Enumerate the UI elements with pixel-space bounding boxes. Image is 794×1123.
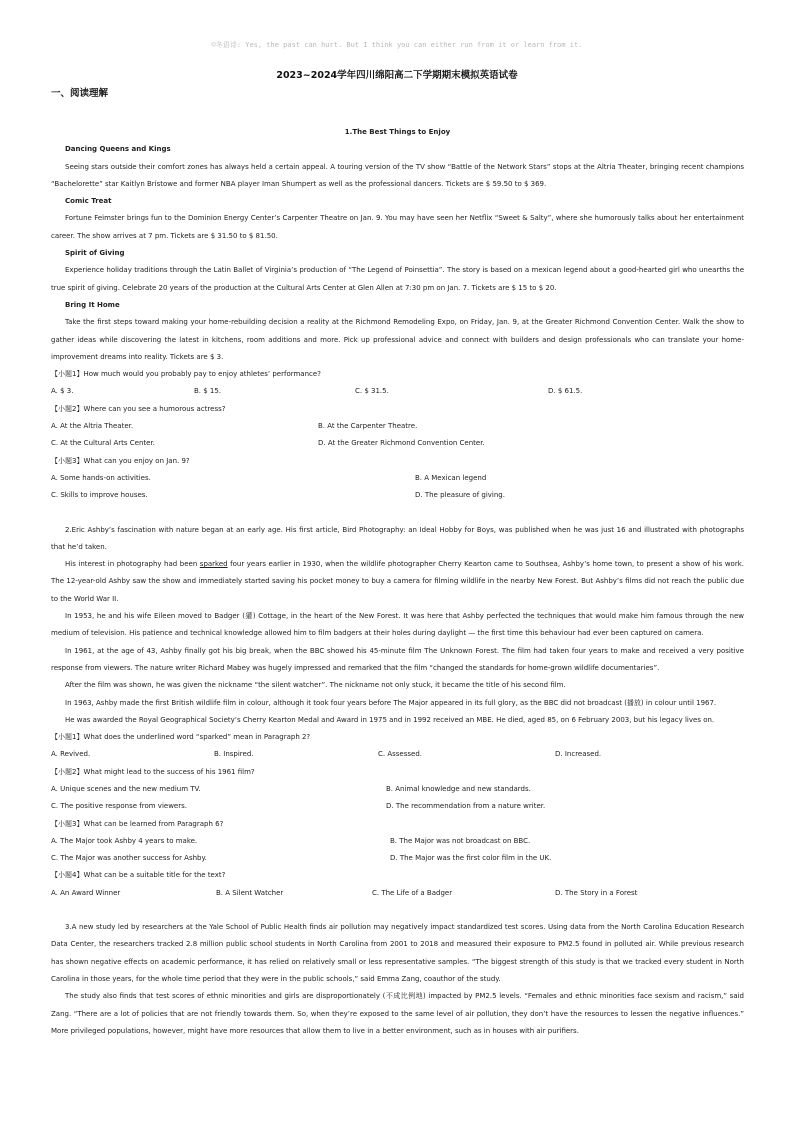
option-a[interactable]: A. An Award Winner (51, 888, 121, 897)
option-a[interactable]: A. Unique scenes and the new medium TV. (51, 784, 201, 793)
option-b[interactable]: B. Inspired. (214, 750, 254, 759)
question-2-3: 【小题3】What can be learned from Paragraph 6? (51, 819, 224, 828)
option-d[interactable]: D. Increased. (555, 750, 602, 759)
passage2-paragraph-1: 2.Eric Ashby’s fascination with nature began at an early age. His first article, Bird Photography: an Ideal Hobby for Boys, was published when he was just 16 and illustrated with photographs that he’d taken. (51, 525, 744, 551)
option-b[interactable]: B. At the Carpenter Theatre. (318, 422, 418, 431)
question-2-1: 【小题1】What does the underlined word “sparked” mean in Paragraph 2? (51, 733, 311, 742)
passage2-paragraph-5: After the film was shown, he was given the nickname “the silent watcher”. The nickname not only stuck, it became the title of his second film. (65, 681, 566, 690)
watermark: ©冬语诗: Yes, the past can hurt. But I think you can either run from it or learn from it. (211, 41, 583, 49)
option-c[interactable]: C. The positive response from viewers. (51, 802, 187, 811)
option-a[interactable]: A. The Major took Ashby 4 years to make. (51, 836, 198, 845)
passage2-paragraph-2-end: four years earlier in 1930, when the wildlife photographer Cherry Kearton came to Southsea, Ashby’s home town, to present a show of his work. The 12-year-old Ashby saw the show and immediately started saving his pocket money to buy a camera for filming wildlife in the nearby New Forest. But Ashby’s films did not reach the public due to the World War II. (51, 560, 744, 603)
passage2-paragraph-6: In 1963, Ashby made the first British wildlife film in colour, although it took four years before The Major appeared in its full glory, as the BBC did not broadcast (播放) in colour until 1967. (65, 698, 717, 707)
passage1-paragraph-3: Experience holiday traditions through the Latin Ballet of Virginia’s production of “The Legend of Poinsettia”. The story is based on a mexican legend about a good-hearted girl who unearths the true spirit of giving. Celebrate 20 years of the production at the Cultural Arts Center at Glen Allen at 7:30 pm on Jan. 7. Tickets are $ 15 to $ 20. (51, 266, 744, 292)
section-heading: 一、阅读理解 (51, 88, 109, 99)
option-c[interactable]: C. Assessed. (378, 750, 422, 759)
passage2-paragraph-4: In 1961, at the age of 43, Ashby finally got his big break, when the BBC showed his 45-minute film The Unknown Forest. The film had taken four years to make and received a very positive response from viewers. The nature writer Richard Mabey was hugely impressed and remarked that the film “changed the standards for home-grown wildlife documentaries”. (51, 646, 744, 672)
passage2-paragraph-3: In 1953, he and his wife Eileen moved to Badger (獾) Cottage, in the heart of the New Forest. It was here that Ashby perfected the techniques that would make him famous through the new medium of television. His patience and technical knowledge allowed him to film badgers at their holes during daylight — the first time this behaviour had ever been captured on camera. (51, 612, 744, 638)
option-c[interactable]: C. Skills to improve houses. (51, 491, 148, 500)
option-c[interactable]: C. $ 31.5. (355, 387, 389, 396)
question-1-2: 【小题2】Where can you see a humorous actress? (51, 404, 226, 413)
option-d[interactable]: D. The pleasure of giving. (415, 491, 505, 500)
passage1-title: 1.The Best Things to Enjoy (344, 128, 451, 136)
passage1-heading-1: Dancing Queens and Kings (65, 145, 171, 154)
option-d[interactable]: D. The Story in a Forest (555, 888, 638, 897)
page-title: 2023~2024学年四川绵阳高二下学期期末模拟英语试卷 (276, 70, 518, 81)
option-d[interactable]: D. The Major was the first color film in the UK. (390, 854, 552, 863)
option-c[interactable]: C. The Life of a Badger (372, 888, 453, 897)
options-1-1 (51, 383, 744, 400)
option-b[interactable]: B. $ 15. (194, 387, 222, 396)
option-a[interactable]: A. At the Altria Theater. (51, 422, 134, 431)
option-d[interactable]: D. The recommendation from a nature writer. (386, 802, 546, 811)
options-1-2 (51, 418, 744, 453)
passage1-paragraph-1: Seeing stars outside their comfort zones has always held a certain appeal. A touring version of the TV show “Battle of the Network Stars” stops at the Altria Theater, bringing recent champions “Bachelorette” star Kaitlyn Bristowe and former NBA player Iman Shumpert as well as the professional dancers. Tickets are $ 59.50 to $ 369. (51, 162, 744, 188)
option-b[interactable]: B. A Silent Watcher (216, 888, 284, 897)
options-2-1 (51, 746, 744, 763)
option-b[interactable]: B. A Mexican legend (415, 473, 487, 482)
options-2-2 (51, 781, 744, 816)
underlined-word: sparked (199, 560, 228, 569)
passage2-paragraph-7: He was awarded the Royal Geographical Society’s Cherry Kearton Medal and Award in 1975 and in 1992 received an MBE. He died, aged 85, on 6 February 2003, but his legacy lives on. (65, 715, 715, 724)
passage1-heading-4: Bring It Home (65, 300, 120, 309)
options-2-3 (51, 833, 744, 868)
question-2-2: 【小题2】What might lead to the success of his 1961 film? (51, 767, 255, 776)
option-c[interactable]: C. The Major was another success for Ashby. (51, 854, 207, 863)
options-1-3 (51, 470, 744, 505)
option-d[interactable]: D. $ 61.5. (548, 387, 583, 396)
option-a[interactable]: A. Some hands-on activities. (51, 473, 151, 482)
option-b[interactable]: B. The Major was not broadcast on BBC. (390, 836, 531, 845)
passage1-heading-2: Comic Treat (65, 197, 112, 206)
option-d[interactable]: D. At the Greater Richmond Convention Center. (318, 439, 485, 448)
exam-content (51, 124, 744, 1040)
question-2-4: 【小题4】What can be a suitable title for the text? (51, 871, 226, 880)
question-1-1: 【小题1】How much would you probably pay to enjoy athletes’ performance? (51, 370, 321, 379)
passage1-paragraph-2: Fortune Feimster brings fun to the Dominion Energy Center’s Carpenter Theatre on Jan. 9. You may have seen her Netflix “Sweet & Salty”, where she humorously talks about her entertainment career. The show arrives at 7 pm. Tickets are $ 31.50 to $ 81.50. (51, 214, 744, 240)
option-c[interactable]: C. At the Cultural Arts Center. (51, 439, 155, 448)
passage2-paragraph-2 (51, 556, 744, 608)
options-2-4 (51, 885, 744, 902)
passage1-heading-3: Spirit of Giving (65, 249, 125, 258)
passage3-paragraph-2: The study also finds that test scores of ethnic minorities and girls are disproportionately (不成比例地) impacted by PM2.5 levels. “Females and ethnic minorities face sexism and racism,” said Zang. “There are a lot of policies that are not friendly towards them. So, when they’re exposed to the same level of air pollution, they don’t have the resources to lessen the negative influences.” More privileged populations, however, might have more resources that allow them to live in a better environment, such as in houses with air purifiers. (51, 992, 744, 1035)
option-a[interactable]: A. Revived. (51, 750, 91, 759)
question-1-3: 【小题3】What can you enjoy on Jan. 9? (51, 456, 190, 465)
passage3-paragraph-1: 3.A new study led by researchers at the Yale School of Public Health finds air pollution may negatively impact standardized test scores. Using data from the North Carolina Education Research Data Center, the researchers tracked 2.8 million public school students in North Carolina from 2001 to 2018 and measured their exposure to PM2.5 found in polluted air. While previous research has shown negative effects on academic performance, it has relied on relatively small or less representative samples. “The biggest strength of this study is that we tracked every student in North Carolina in those years, for the whole time period that they were in the public schools,” said Emma Zang, coauthor of the study. (51, 923, 744, 983)
option-b[interactable]: B. Animal knowledge and new standards. (386, 784, 531, 793)
option-a[interactable]: A. $ 3. (51, 387, 74, 396)
passage1-paragraph-4: Take the first steps toward making your home-rebuilding decision a reality at the Richmond Remodeling Expo, on Friday, Jan. 9, at the Greater Richmond Convention Center. Walk the show to gather ideas while discovering the latest in kitchens, room additions and more. Pick up professional advice and connect with builders and design professionals who can translate your home-improvement dreams into reality. Tickets are $ 3. (51, 318, 744, 361)
passage2-paragraph-2-start: His interest in photography had been (65, 560, 200, 569)
